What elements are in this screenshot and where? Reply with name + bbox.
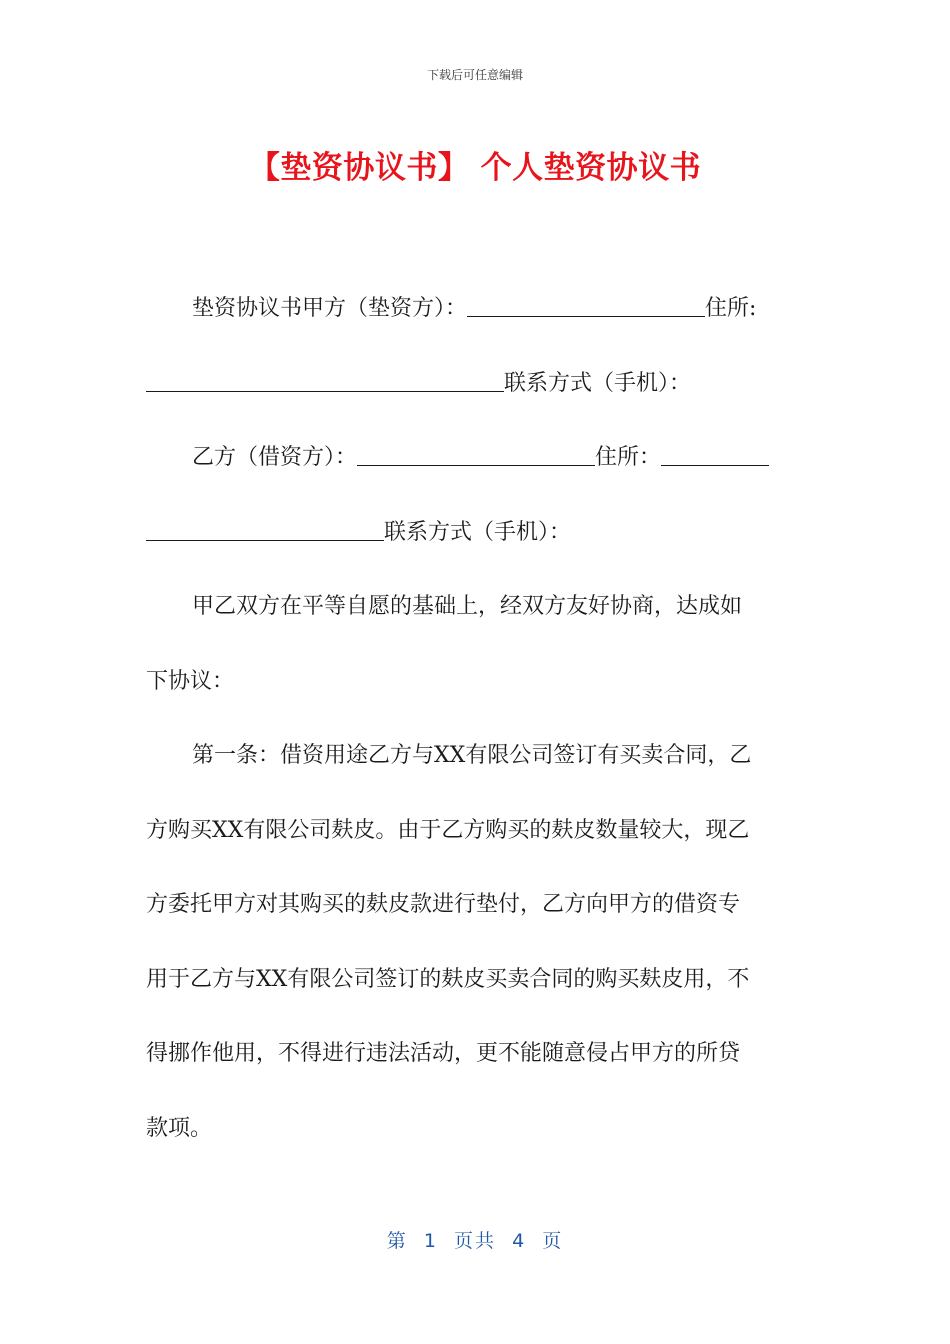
party-b-contact-line (146, 496, 806, 571)
page-number: 第 1 页共 4 页 (386, 1230, 564, 1252)
party-a-contact-label: 联系方式（手机）： (504, 370, 692, 396)
paragraph-line: 下协议： (146, 668, 235, 694)
party-b-line (146, 421, 806, 496)
paragraph-line: 用于乙方与XX有限公司签订的麸皮买卖合同的购买麸皮用，不 (146, 966, 750, 992)
party-a-address-label: 住所: (705, 296, 757, 321)
party-b-name-blank (357, 441, 595, 466)
party-b-contact-label: 联系方式（手机）： (384, 519, 572, 545)
party-b-address-label: 住所： (595, 445, 662, 470)
party-a-contact-line (146, 347, 806, 422)
paragraph-line: 款项。 (146, 1115, 213, 1141)
party-a-line (146, 272, 806, 347)
paragraph-line: 第一条：借资用途乙方与XX有限公司签订有买卖合同，乙 (192, 743, 752, 768)
party-a-label: 垫资协议书甲方（垫资方）： (192, 296, 468, 321)
download-note: 下载后可任意编辑 (426, 68, 523, 82)
party-a-address-blank (146, 367, 504, 392)
paragraph-line: 方委托甲方对其购买的麸皮款进行垫付，乙方向甲方的借资专 (146, 892, 741, 917)
party-b-label: 乙方（借资方）： (192, 445, 358, 470)
paragraph-line: 得挪作他用，不得进行违法活动，更不能随意侵占甲方的所贷 (146, 1041, 741, 1066)
document-title: 【垫资协议书】 个人垫资协议书 (248, 150, 702, 186)
paragraph-line: 甲乙双方在平等自愿的基础上，经双方友好协商，达成如 (192, 594, 743, 619)
document-body (146, 272, 806, 1166)
party-a-name-blank (467, 292, 705, 317)
party-b-address-blank (661, 441, 769, 466)
paragraph-line: 方购买XX有限公司麸皮。由于乙方购买的麸皮数量较大，现乙 (146, 817, 750, 843)
party-b-address-blank-2 (146, 516, 384, 541)
